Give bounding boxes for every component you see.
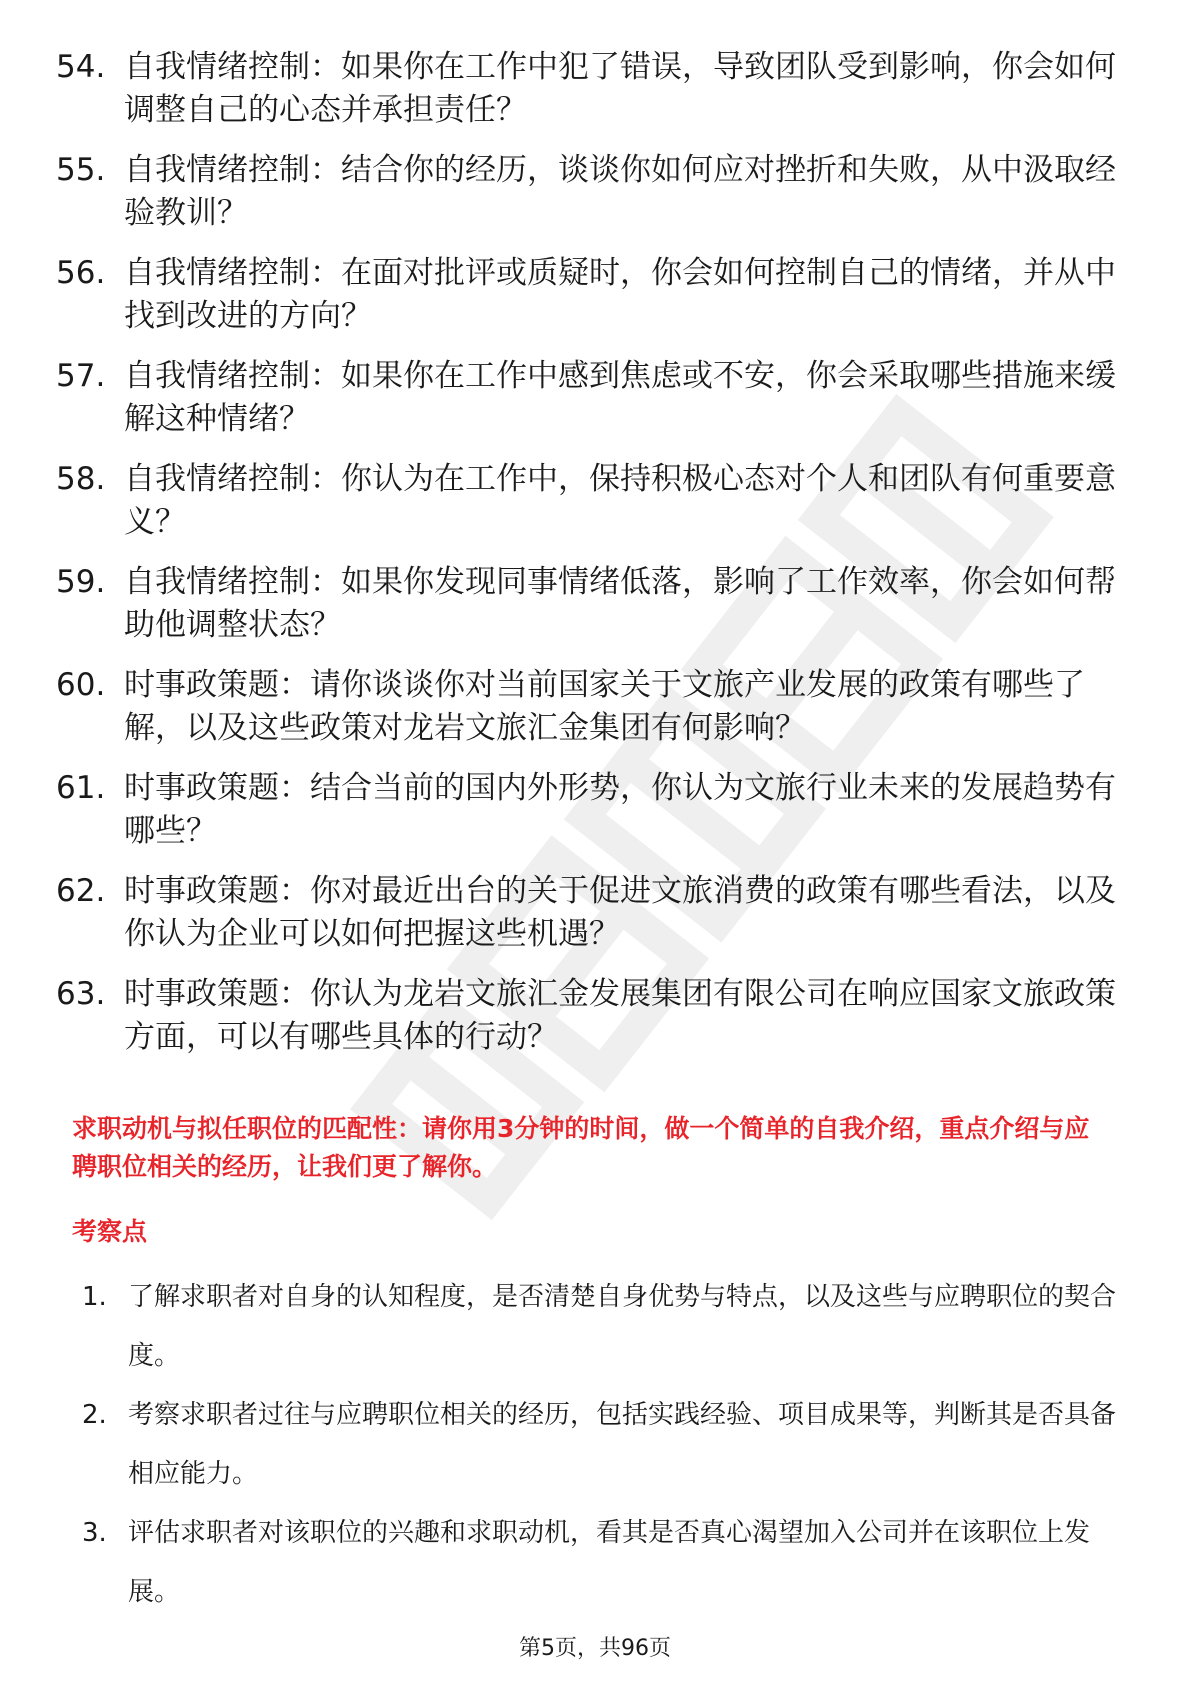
question-item <box>56 767 1116 853</box>
page-number-label: 第5页，共96页 <box>519 1636 671 1661</box>
question-item <box>56 870 1116 956</box>
question-item <box>56 664 1116 750</box>
focus-point-number: 2. <box>82 1400 107 1430</box>
question-item <box>56 973 1116 1059</box>
question-item <box>56 355 1116 441</box>
question-text: 时事政策题：结合当前的国内外形势，你认为文旅行业未来的发展趋势有哪些？ <box>124 770 1116 849</box>
question-text: 时事政策题：你认为龙岩文旅汇金发展集团有限公司在响应国家文旅政策方面，可以有哪些具体的行动？ <box>124 976 1116 1055</box>
focus-point-text: 评估求职者对该职位的兴趣和求职动机，看其是否真心渴望加入公司并在该职位上发展。 <box>128 1518 1091 1607</box>
focus-points-label: 考察点 <box>72 1217 148 1246</box>
focus-point-text: 考察求职者过往与应聘职位相关的经历，包括实践经验、项目成果等，判断其是否具备相应能力。 <box>128 1400 1117 1489</box>
question-item <box>56 561 1116 647</box>
focus-points-list <box>82 1268 1116 1622</box>
question-number: 62. <box>56 873 106 909</box>
question-item <box>56 46 1116 132</box>
page-footer <box>0 1634 1190 1664</box>
question-item <box>56 458 1116 544</box>
question-number: 60. <box>56 667 106 703</box>
question-number: 59. <box>56 564 106 600</box>
question-number: 61. <box>56 770 106 806</box>
question-text: 自我情绪控制：在面对批评或质疑时，你会如何控制自己的情绪，并从中找到改进的方向？ <box>124 255 1116 334</box>
question-text: 时事政策题：请你谈谈你对当前国家关于文旅产业发展的政策有哪些了解，以及这些政策对龙岩文旅汇金集团有何影响？ <box>124 667 1085 746</box>
question-number: 56. <box>56 255 106 291</box>
question-item <box>56 149 1116 235</box>
question-list <box>56 46 1116 1076</box>
question-text: 自我情绪控制：如果你发现同事情绪低落，影响了工作效率，你会如何帮助他调整状态？ <box>124 564 1116 643</box>
question-text: 自我情绪控制：你认为在工作中，保持积极心态对个人和团队有何重要意义？ <box>124 461 1116 540</box>
focus-point-text: 了解求职者对自身的认知程度，是否清楚自身优势与特点，以及这些与应聘职位的契合度。 <box>128 1282 1117 1371</box>
question-text: 自我情绪控制：如果你在工作中感到焦虑或不安，你会采取哪些措施来缓解这种情绪？ <box>124 358 1116 437</box>
section-heading: 求职动机与拟任职位的匹配性：请你用3分钟的时间，做一个简单的自我介绍，重点介绍与应聘职位相关的经历，让我们更了解你。 <box>72 1114 1090 1181</box>
focus-point-number: 1. <box>82 1282 107 1312</box>
focus-point-number: 3. <box>82 1518 107 1548</box>
focus-point-item <box>82 1268 1116 1386</box>
question-number: 54. <box>56 49 106 85</box>
question-text: 自我情绪控制：结合你的经历，谈谈你如何应对挫折和失败，从中汲取经验教训？ <box>124 152 1116 231</box>
question-item <box>56 252 1116 338</box>
focus-point-item <box>82 1386 1116 1504</box>
question-number: 58. <box>56 461 106 497</box>
question-number: 55. <box>56 152 106 188</box>
question-number: 63. <box>56 976 106 1012</box>
focus-point-item <box>82 1504 1116 1622</box>
question-text: 时事政策题：你对最近出台的关于促进文旅消费的政策有哪些看法，以及你认为企业可以如何把握这些机遇？ <box>124 873 1116 952</box>
question-number: 57. <box>56 358 106 394</box>
question-text: 自我情绪控制：如果你在工作中犯了错误，导致团队受到影响，你会如何调整自己的心态并承担责任？ <box>124 49 1116 128</box>
